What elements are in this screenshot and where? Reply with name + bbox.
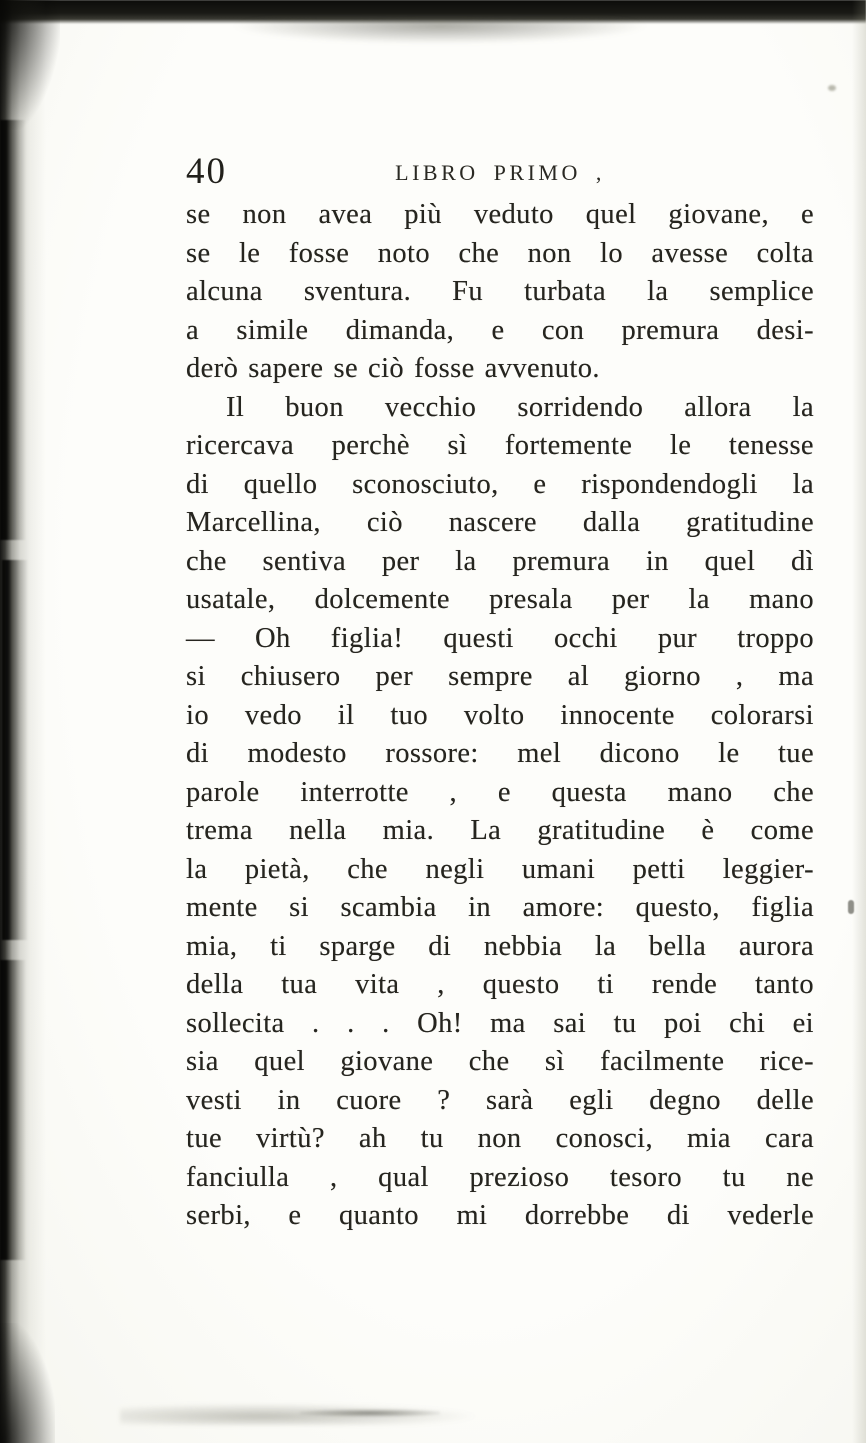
text-line: mia, ti sparge di nebbia la bella aurora	[186, 930, 814, 962]
text-line: mente si scambia in amore: questo, figlia	[186, 892, 814, 923]
text-line: di quello sconosciuto, e rispondendogli la	[186, 468, 814, 500]
text-line: trema nella mia. La gratitudine è come	[186, 815, 814, 846]
scan-top-smudge	[230, 18, 650, 44]
text-line: la pietà, che negli umani petti leggier-	[186, 853, 814, 885]
text-block	[186, 150, 814, 1236]
text-line: ricercava perchè sì fortemente le tenesse	[186, 430, 814, 461]
text-line: di modesto rossore: mel dicono le tue	[186, 738, 814, 769]
text-line: alcuna sventura. Fu turbata la semplice	[186, 276, 814, 307]
text-line: della tua vita , questo ti rende tanto	[186, 969, 814, 1000]
scan-corner-mark	[0, 0, 60, 130]
text-line: Marcellina, ciò nascere dalla gratitudine	[186, 507, 814, 538]
scan-speck	[828, 85, 836, 91]
text-line: serbi, e quanto mi dorrebbe di vederle	[186, 1200, 814, 1231]
text-line: sollecita . . . Oh! ma sai tu poi chi ei	[186, 1007, 814, 1039]
text-line: se le fosse noto che non lo avesse colta	[186, 237, 814, 269]
text-line: parole interrotte , e questa mano che	[186, 776, 814, 808]
text-line: derò sapere se ciò fosse avvenuto.	[186, 353, 600, 384]
text-line: vesti in cuore ? sarà egli degno delle	[186, 1084, 814, 1116]
body-text	[186, 196, 814, 1236]
text-line: io vedo il tuo volto innocente colorarsi	[186, 699, 814, 731]
scan-bottom-mark	[300, 1409, 440, 1417]
scan-corner-mark	[0, 1323, 55, 1443]
text-line: — Oh figlia! questi occhi pur troppo	[186, 622, 814, 654]
text-line: Il buon vecchio sorridendo allora la	[226, 391, 814, 423]
text-line: che sentiva per la premura in quel dì	[186, 545, 814, 577]
scan-binding-streak	[0, 120, 26, 540]
scan-binding-streak	[0, 960, 26, 1260]
text-line: si chiusero per sempre al giorno , ma	[186, 661, 814, 692]
scan-speck	[848, 900, 854, 914]
text-line: sia quel giovane che sì facilmente rice-	[186, 1046, 814, 1077]
page-number: 40	[186, 151, 227, 192]
text-line: fanciulla , qual prezioso tesoro tu ne	[186, 1161, 814, 1193]
text-line: a simile dimanda, e con premura desi-	[186, 314, 814, 346]
scan-binding-streak	[2, 560, 28, 940]
scan-right-edge-shadow	[852, 0, 866, 1443]
page-header	[186, 150, 814, 196]
text-line: tue virtù? ah tu non conosci, mia cara	[186, 1123, 814, 1154]
running-title: LIBRO PRIMO ,	[395, 160, 605, 185]
text-line: usatale, dolcemente presala per la mano	[186, 584, 814, 615]
text-line: se non avea più veduto quel giovane, e	[186, 199, 814, 230]
